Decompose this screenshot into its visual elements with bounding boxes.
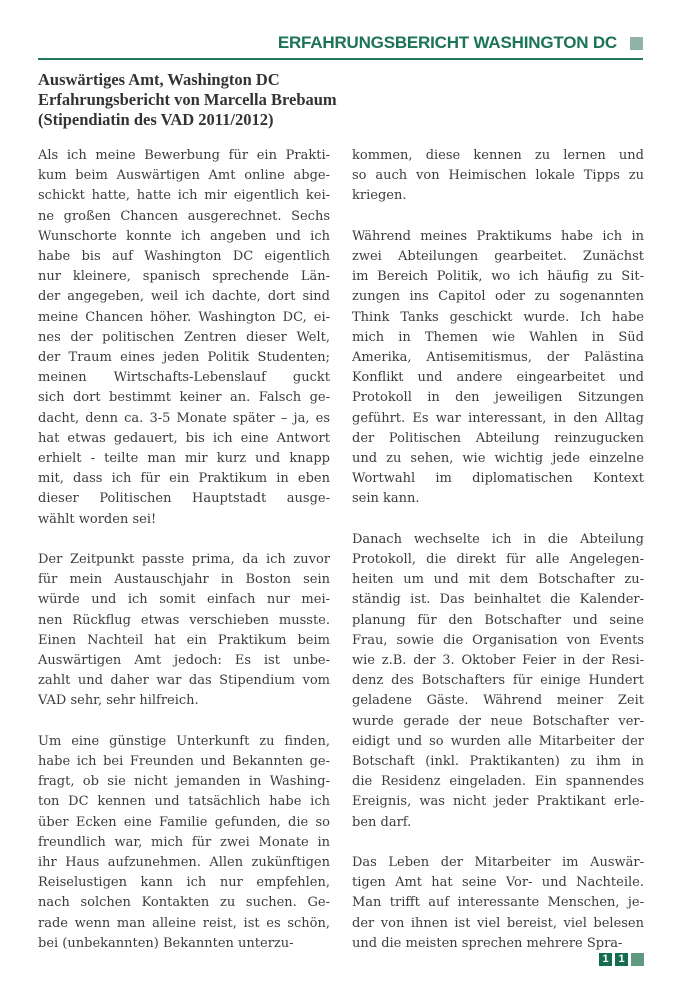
text-line: der angegeben, weil ich dachte, dort sind [38,289,330,305]
page-digit: 1 [599,953,612,966]
text-line: heiten um und mit dem Botschafter zu- [352,572,644,588]
text-line: sein kann. [352,491,420,507]
text-line: Frau, sowie die Organisation von Events [352,632,644,648]
text-line: Wortwahl im diplomatischen Kontext [352,471,644,487]
title-report-author: Erfahrungsbericht von Marcella Brebaum [38,90,337,109]
paragraph [352,853,644,954]
paragraph [38,732,330,954]
text-line: Danach wechselte ich in die Abteilung [352,531,644,547]
text-line: Der Zeitpunkt passte prima, da ich zuvor [38,552,330,568]
title-institution: Auswärtiges Amt, Washington DC [38,70,280,89]
text-line: Als ich meine Bewerbung für ein Prakti- [38,148,330,163]
text-line: ihr Haus aufzunehmen. Allen zukünftigen [38,855,330,871]
page-number [599,953,644,966]
text-line: kommen, diese kennen zu lernen und [352,148,644,163]
header-square-icon [630,37,643,50]
title-scholarship: (Stipendiatin des VAD 2011/2012) [38,110,274,129]
text-line: erhielt - teilte man mir kurz und knapp [38,451,330,467]
paragraph [352,146,644,207]
page-square-icon [631,953,644,966]
text-line: schickt hatte, hatte ich mir eigentlich kei- [38,188,330,204]
text-line: Man trifft auf interessante Menschen, je- [352,895,644,911]
text-line: hat etwas gedauert, bis ich eine Antwort [38,430,330,446]
text-line: planung für den Botschafter und seine [352,612,644,628]
text-line: für mein Austauschjahr in Boston sein [38,572,330,588]
left-column [38,146,330,974]
text-line: ben darf. [352,814,412,830]
text-line: Das Leben der Mitarbeiter im Auswär- [352,855,644,871]
text-line: der Traum eines jeden Politik Studenten; [38,350,330,366]
text-line: wurde gerade der neue Botschafter ver- [352,713,644,729]
text-line: sich dort bestimmt keiner an. Falsch ge- [38,390,330,406]
text-line: fragt, ob sie nicht jemanden in Washing- [38,774,330,790]
paragraph [38,550,330,712]
text-line: wählt worden sei! [38,511,157,527]
text-line: nach solchen Kontakten zu suchen. Ge- [38,895,330,911]
text-line: kum beim Auswärtigen Amt online abge- [38,168,330,184]
text-line: so auch von Heimischen lokale Tipps zu [352,168,644,184]
text-line: Einen Nachteil hat ein Praktikum beim [38,632,330,648]
page-digit: 1 [615,953,628,966]
text-line: Während meines Praktikums habe ich in [352,228,644,244]
text-line: geführt. Es war interessant, in den Alltag [352,410,644,426]
text-line: Protokoll in den jeweiligen Sitzungen [352,390,644,406]
text-line: Um eine günstige Unterkunft zu finden, [38,733,330,749]
text-line: bei (unbekannten) Bekannten unterzu- [38,935,294,951]
text-line: Botschaft (inkl. Praktikanten) zu ihm in [352,754,644,770]
paragraph [352,227,644,510]
text-line: und zu sehen, wie wichtig jede einzelne [352,451,644,467]
text-line: kriegen. [352,188,407,204]
text-line: Ereignis, was nicht jeder Praktikant erle- [352,794,644,810]
right-column [352,146,644,974]
text-line: zahlt und daher war das Stipendium vom [38,673,330,689]
text-line: würde und ich somit einfach nur mei- [38,592,330,608]
text-line: der Politischen Abteilung reinzugucken [352,430,644,446]
text-line: habe bis auf Washington DC eigentlich [38,249,330,265]
text-line: meine Chancen höher. Washington DC, ei- [38,309,330,325]
text-line: ne großen Chancen ausgerechnet. Sechs [38,208,330,224]
text-line: Amerika, Antisemitismus, der Palästina [352,350,644,366]
article-title-block [38,70,438,130]
text-line: zwei Abteilungen gearbeitet. Zunächst [352,249,644,264]
text-line: freundlich war, mich für zwei Monate in [38,834,330,850]
text-line: über Ecken eine Familie gefunden, die so [38,814,330,830]
paragraph [352,530,644,833]
text-line: Konflikt und andere eingearbeitet und [352,370,644,386]
text-line: mich in Themen wie Wahlen in Süd [352,329,644,345]
text-line: tigen Amt hat seine Vor- und Nachteile. [352,875,644,891]
text-line: im Bereich Politik, wo ich häufig zu Sit- [352,269,644,285]
text-line: ton DC kennen und tatsächlich habe ich [38,794,330,810]
text-line: Reiselustigen kann ich nur empfehlen, [38,875,330,891]
text-line: nur kleinere, spanisch sprechende Län- [38,269,330,285]
running-header [38,30,643,60]
text-line: geladene Gäste. Während meiner Zeit [352,693,644,709]
text-line: die Residenz eingeladen. Ein spannendes [352,774,644,790]
text-line: ständig ist. Das beinhaltet die Kalender- [352,592,644,608]
header-title: ERFAHRUNGSBERICHT WASHINGTON DC [277,33,617,52]
text-line: Protokoll, die direkt für alle Angelegen- [352,552,644,568]
text-line: dieser Politischen Hauptstadt ausge- [38,491,330,507]
text-line: der von ihnen ist viel bereist, viel belesen [352,915,644,931]
text-line: und die meisten sprechen mehrere Spra- [352,935,623,951]
text-line: nes der politischen Zentren dieser Welt, [38,329,330,345]
text-line: Auswärtigen Amt jedoch: Es ist unbe- [38,653,330,669]
text-line: eidigt und so wurden alle Mitarbeiter der [352,733,644,749]
text-line: Wunschorte konnte ich angeben und ich [38,228,330,244]
text-line: Think Tanks geschickt wurde. Ich habe [352,309,644,325]
text-line: zungen ins Capitol oder zu sogenannten [352,289,644,305]
text-line: rade wenn man alleine reist, ist es schön, [38,915,330,931]
text-line: dacht, denn ca. 3-5 Monate später – ja, es [38,410,330,426]
text-line: meinen Wirtschafts-Lebenslauf guckt [38,370,330,386]
text-line: denz des Botschafters für einige Hundert [352,673,644,689]
text-line: wie z.B. der 3. Oktober Feier in der Resi- [352,653,644,669]
text-line: nen Rückflug etwas verschieben musste. [38,612,330,628]
paragraph [38,146,330,530]
text-line: VAD sehr, sehr hilfreich. [38,693,199,709]
text-line: habe ich bei Freunden und Bekannten ge- [38,754,330,770]
text-line: mit, dass ich für ein Praktikum in eben [38,471,330,487]
